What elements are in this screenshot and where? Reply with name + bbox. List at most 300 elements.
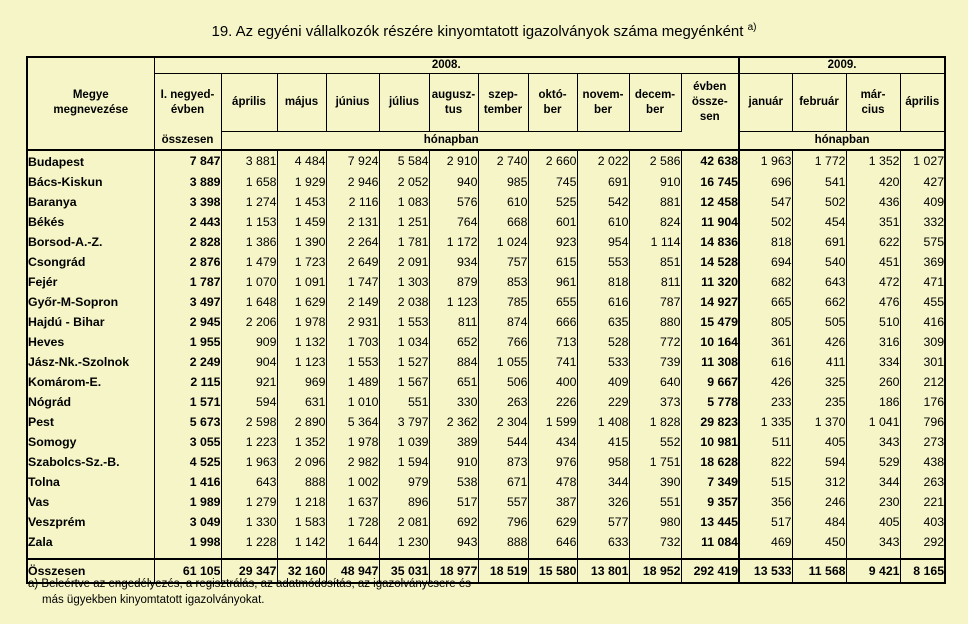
value-cell: 888 xyxy=(277,472,326,492)
value-cell: 668 xyxy=(478,212,528,232)
value-cell: 1 963 xyxy=(221,452,277,472)
value-cell: 426 xyxy=(739,372,792,392)
spacer-cell xyxy=(429,552,478,559)
value-cell: 1 955 xyxy=(154,332,221,352)
value-cell: 13 533 xyxy=(739,559,792,583)
value-cell: 505 xyxy=(792,312,846,332)
value-cell: 1 083 xyxy=(379,192,429,212)
value-cell: 2 910 xyxy=(429,150,478,172)
value-cell: 325 xyxy=(792,372,846,392)
table-row xyxy=(27,150,945,172)
value-cell: 1 599 xyxy=(528,412,577,432)
spacer-cell xyxy=(277,552,326,559)
table-row xyxy=(27,232,945,252)
value-cell: 1 142 xyxy=(277,532,326,552)
value-cell: 343 xyxy=(846,432,900,452)
value-cell: 42 638 xyxy=(681,150,739,172)
year-total-column-header-line: évben xyxy=(693,81,727,94)
value-cell: 11 568 xyxy=(792,559,846,583)
value-cell: 260 xyxy=(846,372,900,392)
value-cell: 2 362 xyxy=(429,412,478,432)
value-cell: 263 xyxy=(478,392,528,412)
value-cell: 476 xyxy=(846,292,900,312)
table-row xyxy=(27,412,945,432)
value-cell: 14 836 xyxy=(681,232,739,252)
value-cell: 472 xyxy=(846,272,900,292)
value-cell: 2 096 xyxy=(277,452,326,472)
value-cell: 1 583 xyxy=(277,512,326,532)
value-cell: 326 xyxy=(577,492,629,512)
q1-column-header-line: I. negyed- xyxy=(160,88,215,101)
value-cell: 405 xyxy=(792,432,846,452)
table-header xyxy=(27,57,945,150)
value-cell: 696 xyxy=(739,172,792,192)
value-cell: 1 998 xyxy=(154,532,221,552)
value-cell: 13 801 xyxy=(577,559,629,583)
value-cell: 415 xyxy=(577,432,629,452)
title-footnote-mark: a) xyxy=(747,22,757,33)
value-cell: 961 xyxy=(528,272,577,292)
value-cell: 1 787 xyxy=(154,272,221,292)
value-cell: 1 728 xyxy=(326,512,379,532)
value-cell: 469 xyxy=(739,532,792,552)
value-cell: 896 xyxy=(379,492,429,512)
value-cell: 11 084 xyxy=(681,532,739,552)
value-cell: 577 xyxy=(577,512,629,532)
county-name: Vas xyxy=(27,492,154,512)
value-cell: 772 xyxy=(629,332,681,352)
value-cell: 1 459 xyxy=(277,212,326,232)
value-cell: 3 881 xyxy=(221,150,277,172)
value-cell: 880 xyxy=(629,312,681,332)
county-header-line2: megnevezése xyxy=(53,104,129,117)
county-name: Baranya xyxy=(27,192,154,212)
value-cell: 732 xyxy=(629,532,681,552)
value-cell: 909 xyxy=(221,332,277,352)
value-cell: 18 628 xyxy=(681,452,739,472)
value-cell: 796 xyxy=(900,412,945,432)
value-cell: 643 xyxy=(792,272,846,292)
footnote xyxy=(28,576,471,608)
value-cell: 1 527 xyxy=(379,352,429,372)
value-cell: 5 673 xyxy=(154,412,221,432)
value-cell: 575 xyxy=(900,232,945,252)
value-cell: 921 xyxy=(221,372,277,392)
value-cell: 874 xyxy=(478,312,528,332)
month-2008-header-line: tember xyxy=(483,103,523,116)
value-cell: 1 637 xyxy=(326,492,379,512)
value-cell: 29 347 xyxy=(221,559,277,583)
value-cell: 629 xyxy=(528,512,577,532)
value-cell: 387 xyxy=(528,492,577,512)
value-cell: 1 723 xyxy=(277,252,326,272)
county-name: Komárom-E. xyxy=(27,372,154,392)
value-cell: 694 xyxy=(739,252,792,272)
value-cell: 511 xyxy=(739,432,792,452)
value-cell: 2 038 xyxy=(379,292,429,312)
value-cell: 1 172 xyxy=(429,232,478,252)
value-cell: 1 703 xyxy=(326,332,379,352)
value-cell: 824 xyxy=(629,212,681,232)
value-cell: 18 977 xyxy=(429,559,478,583)
table-row xyxy=(27,172,945,192)
value-cell: 552 xyxy=(629,432,681,452)
value-cell: 1 335 xyxy=(739,412,792,432)
value-cell: 538 xyxy=(429,472,478,492)
value-cell: 881 xyxy=(629,192,681,212)
value-cell: 853 xyxy=(478,272,528,292)
table-row xyxy=(27,272,945,292)
value-cell: 316 xyxy=(846,332,900,352)
value-cell: 7 924 xyxy=(326,150,379,172)
value-cell: 616 xyxy=(739,352,792,372)
value-cell: 796 xyxy=(478,512,528,532)
value-cell: 10 164 xyxy=(681,332,739,352)
value-cell: 934 xyxy=(429,252,478,272)
value-cell: 1 828 xyxy=(629,412,681,432)
spacer-cell xyxy=(478,552,528,559)
value-cell: 822 xyxy=(739,452,792,472)
value-cell: 1 479 xyxy=(221,252,277,272)
value-cell: 1 658 xyxy=(221,172,277,192)
value-cell: 651 xyxy=(429,372,478,392)
table-title xyxy=(0,22,968,40)
value-cell: 873 xyxy=(478,452,528,472)
county-name: Békés xyxy=(27,212,154,232)
month-2008-header-line: ber xyxy=(594,103,612,116)
value-cell: 691 xyxy=(792,232,846,252)
value-cell: 1 010 xyxy=(326,392,379,412)
county-name: Veszprém xyxy=(27,512,154,532)
value-cell: 3 889 xyxy=(154,172,221,192)
value-cell: 186 xyxy=(846,392,900,412)
value-cell: 1 553 xyxy=(379,312,429,332)
value-cell: 811 xyxy=(629,272,681,292)
value-cell: 330 xyxy=(429,392,478,412)
value-cell: 3 797 xyxy=(379,412,429,432)
value-cell: 427 xyxy=(900,172,945,192)
year-2008-header: 2008. xyxy=(154,57,739,74)
value-cell: 478 xyxy=(528,472,577,492)
value-cell: 390 xyxy=(629,472,681,492)
value-cell: 1 553 xyxy=(326,352,379,372)
value-cell: 2 206 xyxy=(221,312,277,332)
value-cell: 18 519 xyxy=(478,559,528,583)
value-cell: 2 649 xyxy=(326,252,379,272)
value-cell: 5 364 xyxy=(326,412,379,432)
value-cell: 7 349 xyxy=(681,472,739,492)
value-cell: 484 xyxy=(792,512,846,532)
value-cell: 5 778 xyxy=(681,392,739,412)
value-cell: 1 386 xyxy=(221,232,277,252)
month-2009-header xyxy=(846,74,900,132)
table-row xyxy=(27,312,945,332)
value-cell: 1 251 xyxy=(379,212,429,232)
month-2008-header: május xyxy=(277,74,326,132)
value-cell: 943 xyxy=(429,532,478,552)
value-cell: 954 xyxy=(577,232,629,252)
month-2008-header-line: ber xyxy=(543,103,562,116)
value-cell: 1 629 xyxy=(277,292,326,312)
value-cell: 601 xyxy=(528,212,577,232)
value-cell: 471 xyxy=(900,272,945,292)
value-cell: 361 xyxy=(739,332,792,352)
total-label: Összesen xyxy=(27,559,154,583)
value-cell: 1 303 xyxy=(379,272,429,292)
footnote-line1: a) Beleértve az engedélyezés, a regisztrálás, az adatmódosítás, az igazolványcsere és xyxy=(28,578,471,590)
spacer-cell xyxy=(792,552,846,559)
value-cell: 692 xyxy=(429,512,478,532)
value-cell: 436 xyxy=(846,192,900,212)
value-cell: 344 xyxy=(846,472,900,492)
county-name: Pest xyxy=(27,412,154,432)
value-cell: 18 952 xyxy=(629,559,681,583)
month-2009-header: február xyxy=(792,74,846,132)
county-name: Szabolcs-Sz.-B. xyxy=(27,452,154,472)
value-cell: 434 xyxy=(528,432,577,452)
table-row xyxy=(27,212,945,232)
value-cell: 2 116 xyxy=(326,192,379,212)
value-cell: 1 747 xyxy=(326,272,379,292)
value-cell: 1 123 xyxy=(277,352,326,372)
value-cell: 851 xyxy=(629,252,681,272)
value-cell: 576 xyxy=(429,192,478,212)
value-cell: 2 249 xyxy=(154,352,221,372)
year-2009-header: 2009. xyxy=(739,57,945,74)
value-cell: 344 xyxy=(577,472,629,492)
value-cell: 1 352 xyxy=(277,432,326,452)
value-cell: 616 xyxy=(577,292,629,312)
spacer-cell xyxy=(221,552,277,559)
value-cell: 2 149 xyxy=(326,292,379,312)
value-cell: 2 598 xyxy=(221,412,277,432)
county-name: Zala xyxy=(27,532,154,552)
spacer-cell xyxy=(326,552,379,559)
value-cell: 1 034 xyxy=(379,332,429,352)
value-cell: 3 055 xyxy=(154,432,221,452)
value-cell: 1 153 xyxy=(221,212,277,232)
value-cell: 766 xyxy=(478,332,528,352)
value-cell: 517 xyxy=(429,492,478,512)
value-cell: 15 580 xyxy=(528,559,577,583)
value-cell: 3 049 xyxy=(154,512,221,532)
value-cell: 510 xyxy=(846,312,900,332)
value-cell: 1 989 xyxy=(154,492,221,512)
county-name: Somogy xyxy=(27,432,154,452)
table-row xyxy=(27,192,945,212)
table-row xyxy=(27,392,945,412)
value-cell: 904 xyxy=(221,352,277,372)
value-cell: 506 xyxy=(478,372,528,392)
year-total-column-header-line: össze- xyxy=(691,96,728,109)
value-cell: 631 xyxy=(277,392,326,412)
county-name: Hajdú - Bihar xyxy=(27,312,154,332)
value-cell: 1 330 xyxy=(221,512,277,532)
table-row xyxy=(27,432,945,452)
value-cell: 1 218 xyxy=(277,492,326,512)
value-cell: 11 308 xyxy=(681,352,739,372)
county-name: Győr-M-Sopron xyxy=(27,292,154,312)
county-name: Jász-Nk.-Szolnok xyxy=(27,352,154,372)
month-2008-header xyxy=(629,74,681,132)
value-cell: 1 228 xyxy=(221,532,277,552)
value-cell: 553 xyxy=(577,252,629,272)
value-cell: 409 xyxy=(577,372,629,392)
value-cell: 29 823 xyxy=(681,412,739,432)
value-cell: 1 024 xyxy=(478,232,528,252)
month-2008-header xyxy=(478,74,528,132)
value-cell: 818 xyxy=(577,272,629,292)
value-cell: 426 xyxy=(792,332,846,352)
value-cell: 633 xyxy=(577,532,629,552)
value-cell: 229 xyxy=(577,392,629,412)
value-cell: 176 xyxy=(900,392,945,412)
monthly-subheader-2008: hónapban xyxy=(221,132,681,150)
value-cell: 884 xyxy=(429,352,478,372)
value-cell: 1 352 xyxy=(846,150,900,172)
value-cell: 369 xyxy=(900,252,945,272)
month-2009-header-line: már- xyxy=(860,88,886,101)
value-cell: 533 xyxy=(577,352,629,372)
value-cell: 622 xyxy=(846,232,900,252)
spacer-cell xyxy=(528,552,577,559)
month-2008-header xyxy=(577,74,629,132)
value-cell: 263 xyxy=(900,472,945,492)
value-cell: 2 081 xyxy=(379,512,429,532)
value-cell: 292 419 xyxy=(681,559,739,583)
value-cell: 888 xyxy=(478,532,528,552)
value-cell: 9 667 xyxy=(681,372,739,392)
value-cell: 14 927 xyxy=(681,292,739,312)
value-cell: 8 165 xyxy=(900,559,945,583)
value-cell: 544 xyxy=(478,432,528,452)
value-cell: 811 xyxy=(429,312,478,332)
value-cell: 48 947 xyxy=(326,559,379,583)
table-row xyxy=(27,512,945,532)
value-cell: 373 xyxy=(629,392,681,412)
value-cell: 7 847 xyxy=(154,150,221,172)
value-cell: 61 105 xyxy=(154,559,221,583)
value-cell: 5 584 xyxy=(379,150,429,172)
value-cell: 691 xyxy=(577,172,629,192)
value-cell: 787 xyxy=(629,292,681,312)
spacer-cell xyxy=(846,552,900,559)
county-name: Heves xyxy=(27,332,154,352)
value-cell: 652 xyxy=(429,332,478,352)
value-cell: 343 xyxy=(846,532,900,552)
value-cell: 1 978 xyxy=(277,312,326,332)
spacer-row xyxy=(27,552,945,559)
spacer-cell xyxy=(577,552,629,559)
year-total-column-header xyxy=(681,74,739,132)
value-cell: 233 xyxy=(739,392,792,412)
county-name: Budapest xyxy=(27,150,154,172)
value-cell: 551 xyxy=(629,492,681,512)
value-cell: 35 031 xyxy=(379,559,429,583)
value-cell: 1 274 xyxy=(221,192,277,212)
value-cell: 2 115 xyxy=(154,372,221,392)
month-2008-header-line: augusz- xyxy=(431,88,476,101)
value-cell: 356 xyxy=(739,492,792,512)
data-table xyxy=(26,56,946,584)
spacer-cell xyxy=(154,552,221,559)
month-2008-header-line: decem- xyxy=(634,88,676,101)
spacer-cell xyxy=(900,552,945,559)
value-cell: 1 929 xyxy=(277,172,326,192)
value-cell: 542 xyxy=(577,192,629,212)
month-2009-header: január xyxy=(739,74,792,132)
value-cell: 910 xyxy=(429,452,478,472)
value-cell: 273 xyxy=(900,432,945,452)
value-cell: 502 xyxy=(792,192,846,212)
value-cell: 662 xyxy=(792,292,846,312)
value-cell: 517 xyxy=(739,512,792,532)
value-cell: 1 571 xyxy=(154,392,221,412)
value-cell: 818 xyxy=(739,232,792,252)
value-cell: 2 131 xyxy=(326,212,379,232)
monthly-subheader-2009: hónapban xyxy=(739,132,945,150)
value-cell: 11 904 xyxy=(681,212,739,232)
value-cell: 1 132 xyxy=(277,332,326,352)
value-cell: 10 981 xyxy=(681,432,739,452)
value-cell: 976 xyxy=(528,452,577,472)
value-cell: 332 xyxy=(900,212,945,232)
value-cell: 454 xyxy=(792,212,846,232)
month-2008-header xyxy=(429,74,478,132)
value-cell: 1 453 xyxy=(277,192,326,212)
month-2008-header xyxy=(528,74,577,132)
spacer-cell xyxy=(739,552,792,559)
value-cell: 655 xyxy=(528,292,577,312)
value-cell: 969 xyxy=(277,372,326,392)
value-cell: 2 660 xyxy=(528,150,577,172)
value-cell: 405 xyxy=(846,512,900,532)
value-cell: 2 946 xyxy=(326,172,379,192)
value-cell: 15 479 xyxy=(681,312,739,332)
value-cell: 529 xyxy=(846,452,900,472)
value-cell: 2 876 xyxy=(154,252,221,272)
value-cell: 540 xyxy=(792,252,846,272)
county-header-line1: Megye xyxy=(72,89,109,102)
table-row xyxy=(27,532,945,552)
value-cell: 1 041 xyxy=(846,412,900,432)
value-cell: 13 445 xyxy=(681,512,739,532)
county-name: Nógrád xyxy=(27,392,154,412)
value-cell: 1 027 xyxy=(900,150,945,172)
value-cell: 1 781 xyxy=(379,232,429,252)
value-cell: 32 160 xyxy=(277,559,326,583)
value-cell: 1 223 xyxy=(221,432,277,452)
value-cell: 757 xyxy=(478,252,528,272)
value-cell: 212 xyxy=(900,372,945,392)
value-cell: 643 xyxy=(221,472,277,492)
value-cell: 528 xyxy=(577,332,629,352)
value-cell: 312 xyxy=(792,472,846,492)
value-cell: 671 xyxy=(478,472,528,492)
value-cell: 12 458 xyxy=(681,192,739,212)
value-cell: 455 xyxy=(900,292,945,312)
month-2008-header: április xyxy=(221,74,277,132)
value-cell: 301 xyxy=(900,352,945,372)
value-cell: 351 xyxy=(846,212,900,232)
value-cell: 985 xyxy=(478,172,528,192)
value-cell: 3 398 xyxy=(154,192,221,212)
value-cell: 9 421 xyxy=(846,559,900,583)
value-cell: 2 586 xyxy=(629,150,681,172)
value-cell: 923 xyxy=(528,232,577,252)
spacer-cell xyxy=(629,552,681,559)
value-cell: 940 xyxy=(429,172,478,192)
